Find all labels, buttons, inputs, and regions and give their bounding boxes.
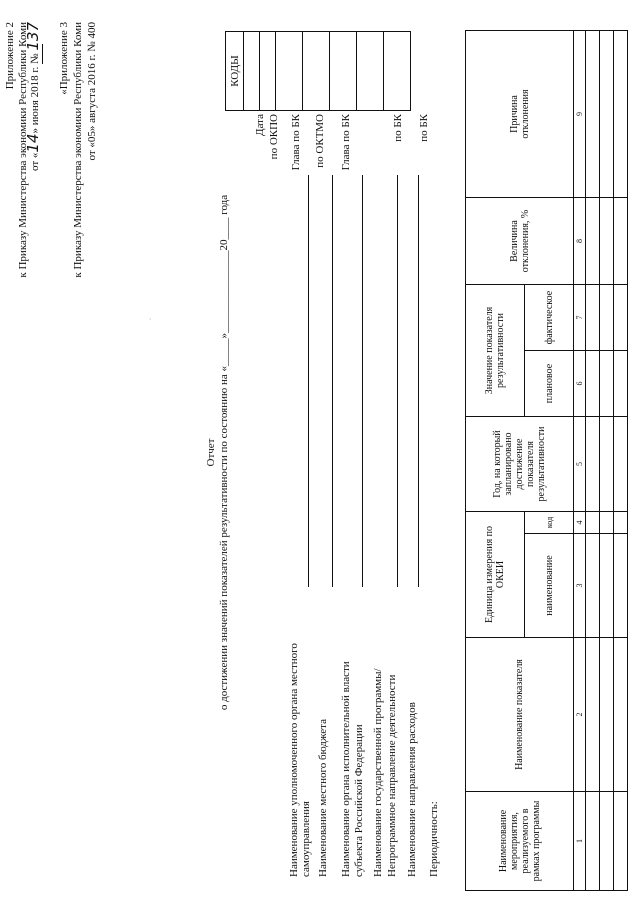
code-cell-glava1[interactable] — [276, 32, 303, 111]
appendix-line2: к Приказу Министерства экономики Республики Коми — [17, 22, 29, 278]
fill-line-expenses — [418, 175, 419, 587]
field-periodicity: Периодичность: — [428, 801, 440, 877]
table-cell[interactable] — [586, 198, 600, 285]
codes-box — [225, 31, 411, 111]
code-label-okpo: по ОКПО — [268, 114, 280, 160]
table-cell[interactable] — [614, 792, 628, 891]
old-appendix-line2: к Приказу Министерства экономики Республики Коми — [72, 22, 84, 278]
col-number: 1 — [574, 792, 586, 891]
field-expenses: Наименование направления расходов — [406, 702, 418, 877]
table-cell[interactable] — [586, 351, 600, 417]
table-cell[interactable] — [586, 792, 600, 891]
header-unit-code: код — [525, 512, 574, 534]
codes-header: КОДЫ — [226, 32, 244, 111]
results-table — [465, 30, 628, 891]
appendix-line1: Приложение 2 — [4, 22, 16, 90]
table-cell[interactable] — [614, 351, 628, 417]
table-cell[interactable] — [586, 31, 600, 198]
table-cell[interactable] — [600, 792, 614, 891]
col-number: 3 — [574, 534, 586, 638]
col-number: 2 — [574, 638, 586, 792]
field-program-line1: Наименование государственной программы/ — [372, 668, 384, 877]
table-cell[interactable] — [614, 198, 628, 285]
col-number: 6 — [574, 351, 586, 417]
code-cell-bk1[interactable] — [357, 32, 384, 111]
code-cell-oktmo[interactable] — [303, 32, 330, 111]
header-reason: Причина отклонения — [466, 31, 574, 198]
code-label-bk2: по БК — [418, 114, 430, 142]
table-cell[interactable] — [600, 638, 614, 792]
code-label-oktmo: по ОКТМО — [314, 114, 326, 168]
col-number: 9 — [574, 31, 586, 198]
field-program-line2: Непрограммное направление деятельности — [386, 674, 398, 877]
code-label-bk1: по БК — [392, 114, 404, 142]
number-underline — [42, 44, 43, 64]
field-authority-line1: Наименование уполномоченного органа местного — [288, 643, 300, 877]
table-cell[interactable] — [600, 351, 614, 417]
table-row — [614, 31, 628, 891]
fill-line-authority — [308, 175, 309, 587]
old-appendix-line1: «Приложение 3 — [58, 22, 70, 95]
code-label-glava1: Глава по БК — [290, 114, 302, 171]
table-cell[interactable] — [600, 534, 614, 638]
code-cell-okpo[interactable] — [260, 32, 276, 111]
table-cell[interactable] — [586, 417, 600, 512]
table-cell[interactable] — [614, 534, 628, 638]
table-cell[interactable] — [600, 31, 614, 198]
col-number: 8 — [574, 198, 586, 285]
header-planned: плановое — [525, 351, 574, 417]
table-row — [600, 31, 614, 891]
report-subtitle: о достижении значений показателей результативности по состоянию на «_____»_______________20____ года — [218, 194, 230, 711]
field-authority-line2: самоуправления — [300, 801, 312, 877]
field-budget: Наименование местного бюджета — [317, 719, 329, 877]
fill-line-budget — [332, 175, 333, 587]
table-cell[interactable] — [614, 512, 628, 534]
field-executive-line2: субъекта Российской Федерации — [353, 724, 365, 877]
col-number: 5 — [574, 417, 586, 512]
header-indicator-value: Значение показателя результативности — [466, 285, 525, 417]
code-cell-bk2[interactable] — [384, 32, 411, 111]
header-target-year: Год, на который запланировано достижение показателя результативности — [466, 417, 574, 512]
table-cell[interactable] — [600, 285, 614, 351]
code-cell-glava2[interactable] — [330, 32, 357, 111]
col-number: 4 — [574, 512, 586, 534]
header-unit: Единица измерения по ОКЕИ — [466, 512, 525, 638]
table-cell[interactable] — [586, 638, 600, 792]
header-event-name: Наименование мероприятия, реализуемого в рамках программы — [466, 792, 574, 891]
table-cell[interactable] — [614, 417, 628, 512]
code-label-date: Дата — [254, 114, 266, 136]
code-cell-date[interactable] — [244, 32, 260, 111]
header-unit-name: наименование — [525, 534, 574, 638]
table-cell[interactable] — [600, 198, 614, 285]
table-cell[interactable] — [586, 285, 600, 351]
col-number: 7 — [574, 285, 586, 351]
scan-speck: · — [148, 318, 154, 320]
code-label-glava2: Глава по БК — [340, 114, 352, 171]
header-actual: фактическое — [525, 285, 574, 351]
table-cell[interactable] — [586, 534, 600, 638]
table-cell[interactable] — [614, 285, 628, 351]
table-cell[interactable] — [586, 512, 600, 534]
report-title: Отчет — [205, 438, 217, 467]
fill-line-program — [397, 175, 398, 587]
fill-line-executive — [362, 175, 363, 587]
appendix-line3: от «14» июня 2018 г. № 137 — [24, 22, 42, 171]
field-executive-line1: Наименование органа исполнительной власти — [340, 661, 352, 877]
handwritten-day: 14 — [24, 133, 42, 153]
old-appendix-line3: от «05» августа 2016 г. № 400 — [86, 22, 98, 161]
table-cell[interactable] — [614, 638, 628, 792]
header-indicator-name: Наименование показателя — [466, 638, 574, 792]
header-deviation: Величина отклонения, % — [466, 198, 574, 285]
handwritten-number: 137 — [24, 22, 42, 51]
table-cell[interactable] — [600, 512, 614, 534]
table-cell[interactable] — [600, 417, 614, 512]
table-cell[interactable] — [614, 31, 628, 198]
table-row — [586, 31, 600, 891]
